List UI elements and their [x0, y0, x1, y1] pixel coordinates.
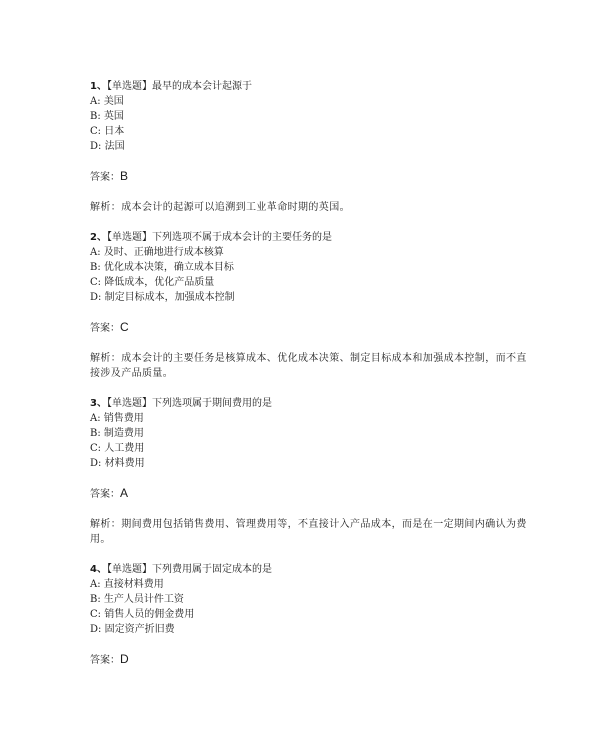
answer-line	[90, 486, 530, 502]
question-type: 【单选题】	[106, 81, 152, 92]
answer-label: 答案：	[90, 655, 120, 666]
answer-label: 答案：	[90, 489, 120, 500]
question-number: 3、	[90, 398, 107, 409]
question-type: 【单选题】	[106, 564, 152, 575]
option-a: A: 美国	[90, 96, 124, 107]
question-2	[90, 230, 530, 381]
option-c: C: 人工费用	[90, 443, 145, 454]
question-3	[90, 396, 530, 547]
question-type: 【单选题】	[106, 232, 152, 243]
question-number: 1、	[90, 81, 107, 92]
analysis-text: 解析：成本会计的主要任务是核算成本、优化成本决策、制定目标成本和加强成本控制，而不直接涉及产品质量。	[90, 353, 527, 379]
answer-label: 答案：	[90, 172, 120, 183]
option-c: C: 销售人员的佣金费用	[90, 609, 195, 620]
answer-value: D	[120, 652, 129, 666]
option-c: C: 日本	[90, 126, 125, 137]
option-a: A: 及时、正确地进行成本核算	[90, 247, 224, 258]
analysis-text: 解析：成本会计的起源可以追溯到工业革命时期的英国。	[90, 202, 350, 213]
option-a: A: 销售费用	[90, 413, 144, 424]
answer-label: 答案：	[90, 323, 120, 334]
question-title	[90, 396, 530, 411]
option-d: D: 法国	[90, 141, 125, 152]
option-a: A: 直接材料费用	[90, 579, 164, 590]
option-b: B: 制造费用	[90, 428, 144, 439]
answer-line	[90, 320, 530, 336]
option-d: D: 固定资产折旧费	[90, 624, 175, 635]
answer-value: A	[120, 486, 129, 500]
option-b: B: 生产人员计件工资	[90, 594, 184, 605]
question-stem: 最早的成本会计起源于	[151, 81, 252, 92]
option-b: B: 英国	[90, 111, 124, 122]
question-title	[90, 562, 530, 577]
answer-value: C	[120, 320, 129, 334]
option-d: D: 制定目标成本，加强成本控制	[90, 292, 235, 303]
question-4	[90, 562, 530, 668]
question-type: 【单选题】	[106, 398, 152, 409]
answer-line	[90, 652, 530, 668]
answer-line	[90, 169, 530, 185]
analysis-text: 解析：期间费用包括销售费用、管理费用等，不直接计入产品成本，而是在一定期间内确认为费用。	[90, 519, 527, 545]
question-title	[90, 79, 530, 94]
option-c: C: 降低成本，优化产品质量	[90, 277, 215, 288]
question-number: 4、	[90, 564, 107, 575]
question-number: 2、	[90, 232, 107, 243]
answer-value: B	[120, 169, 129, 183]
question-stem: 下列费用属于固定成本的是	[151, 564, 272, 575]
document-page	[90, 79, 530, 683]
option-d: D: 材料费用	[90, 458, 145, 469]
question-title	[90, 230, 530, 245]
question-1	[90, 79, 530, 215]
question-stem: 下列选项属于期间费用的是	[151, 398, 272, 409]
question-stem: 下列选项不属于成本会计的主要任务的是	[151, 232, 332, 243]
option-b: B: 优化成本决策，确立成本目标	[90, 262, 234, 273]
